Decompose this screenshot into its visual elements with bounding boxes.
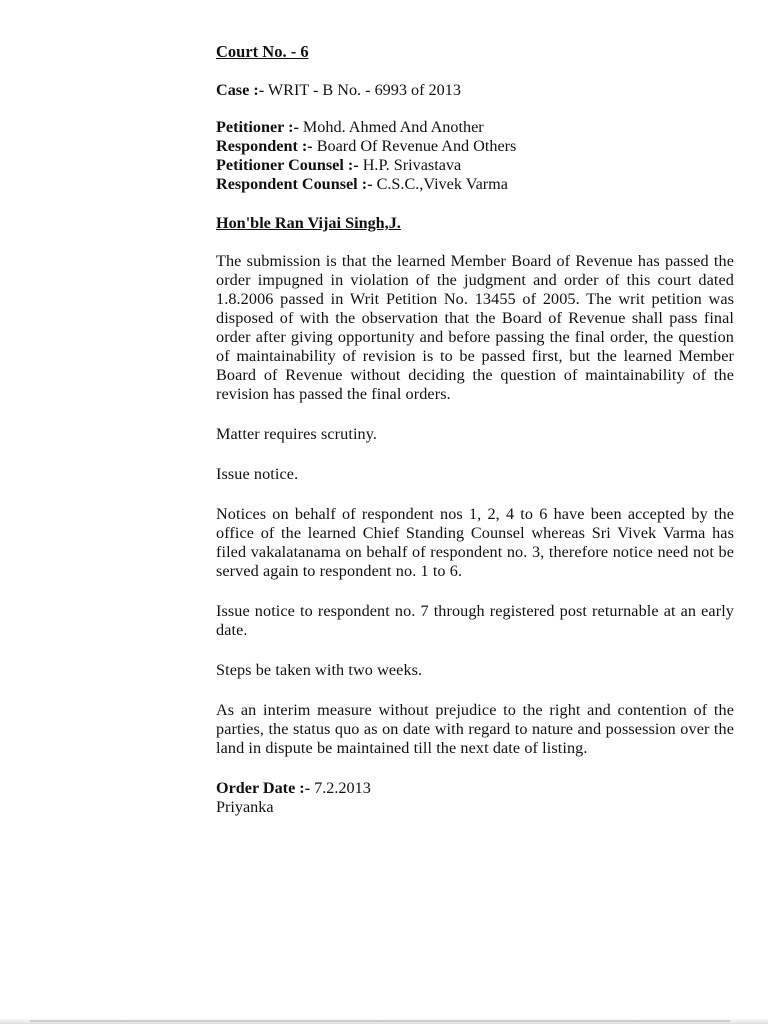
signatory-name: Priyanka (216, 798, 274, 816)
respondent-label: Respondent :- (216, 137, 313, 155)
respondent-value: Board Of Revenue And Others (316, 137, 517, 155)
respondent-counsel-line (216, 175, 734, 194)
petitioner-counsel-value: H.P. Srivastava (362, 156, 462, 174)
court-order-document (216, 42, 734, 817)
respondent-counsel-value: C.S.C.,Vivek Varma (376, 175, 508, 193)
order-paragraph: Issue notice to respondent no. 7 through registered post returnable at an early date. (216, 602, 734, 639)
order-paragraph: Issue notice. (216, 465, 299, 483)
order-paragraph: Notices on behalf of respondent nos 1, 2, 4 to 6 have been accepted by the office of the learned Chief Standing Counsel whereas Sri Vivek Varma has filed vakalatanama on behalf of respondent no. 3, therefore notice need not be served again to respondent no. 1 to 6. (216, 505, 734, 580)
petitioner-counsel-line (216, 156, 734, 175)
order-paragraph: Steps be taken with two weeks. (216, 661, 423, 679)
petitioner-label: Petitioner :- (216, 118, 299, 136)
petitioner-counsel-label: Petitioner Counsel :- (216, 156, 359, 174)
petitioner-value: Mohd. Ahmed And Another (302, 118, 484, 136)
respondent-counsel-label: Respondent Counsel :- (216, 175, 373, 193)
case-label: Case :- (216, 81, 265, 99)
judge-name: Hon'ble Ran Vijai Singh,J. (216, 214, 401, 232)
case-value: WRIT - B No. - 6993 of 2013 (267, 81, 461, 99)
order-date-label: Order Date :- (216, 779, 311, 797)
order-paragraph: The submission is that the learned Member Board of Revenue has passed the order impugned in violation of the judgment and order of this court dated 1.8.2006 passed in Writ Petition No. 13455 of 2005. The writ petition was disposed of with the observation that the Board of Revenue shall pass final order after giving opportunity and before passing the final order, the question of maintainability of revision is to be passed first, but the learned Member Board of Revenue without deciding the question of maintainability of the revision has passed the final orders. (216, 252, 734, 403)
scan-shadow (0, 1018, 768, 1024)
petitioner-line (216, 118, 734, 137)
parties-block (216, 118, 734, 194)
order-date-line (216, 779, 734, 798)
order-paragraph: Matter requires scrutiny. (216, 425, 378, 443)
order-paragraph: As an interim measure without prejudice to the right and contention of the parties, the status quo as on date with regard to nature and possession over the land in dispute be maintained till the next date of listing. (216, 701, 734, 757)
court-number: Court No. - 6 (216, 42, 309, 61)
respondent-line (216, 137, 734, 156)
order-date-value: 7.2.2013 (314, 779, 371, 797)
case-line (216, 81, 734, 100)
